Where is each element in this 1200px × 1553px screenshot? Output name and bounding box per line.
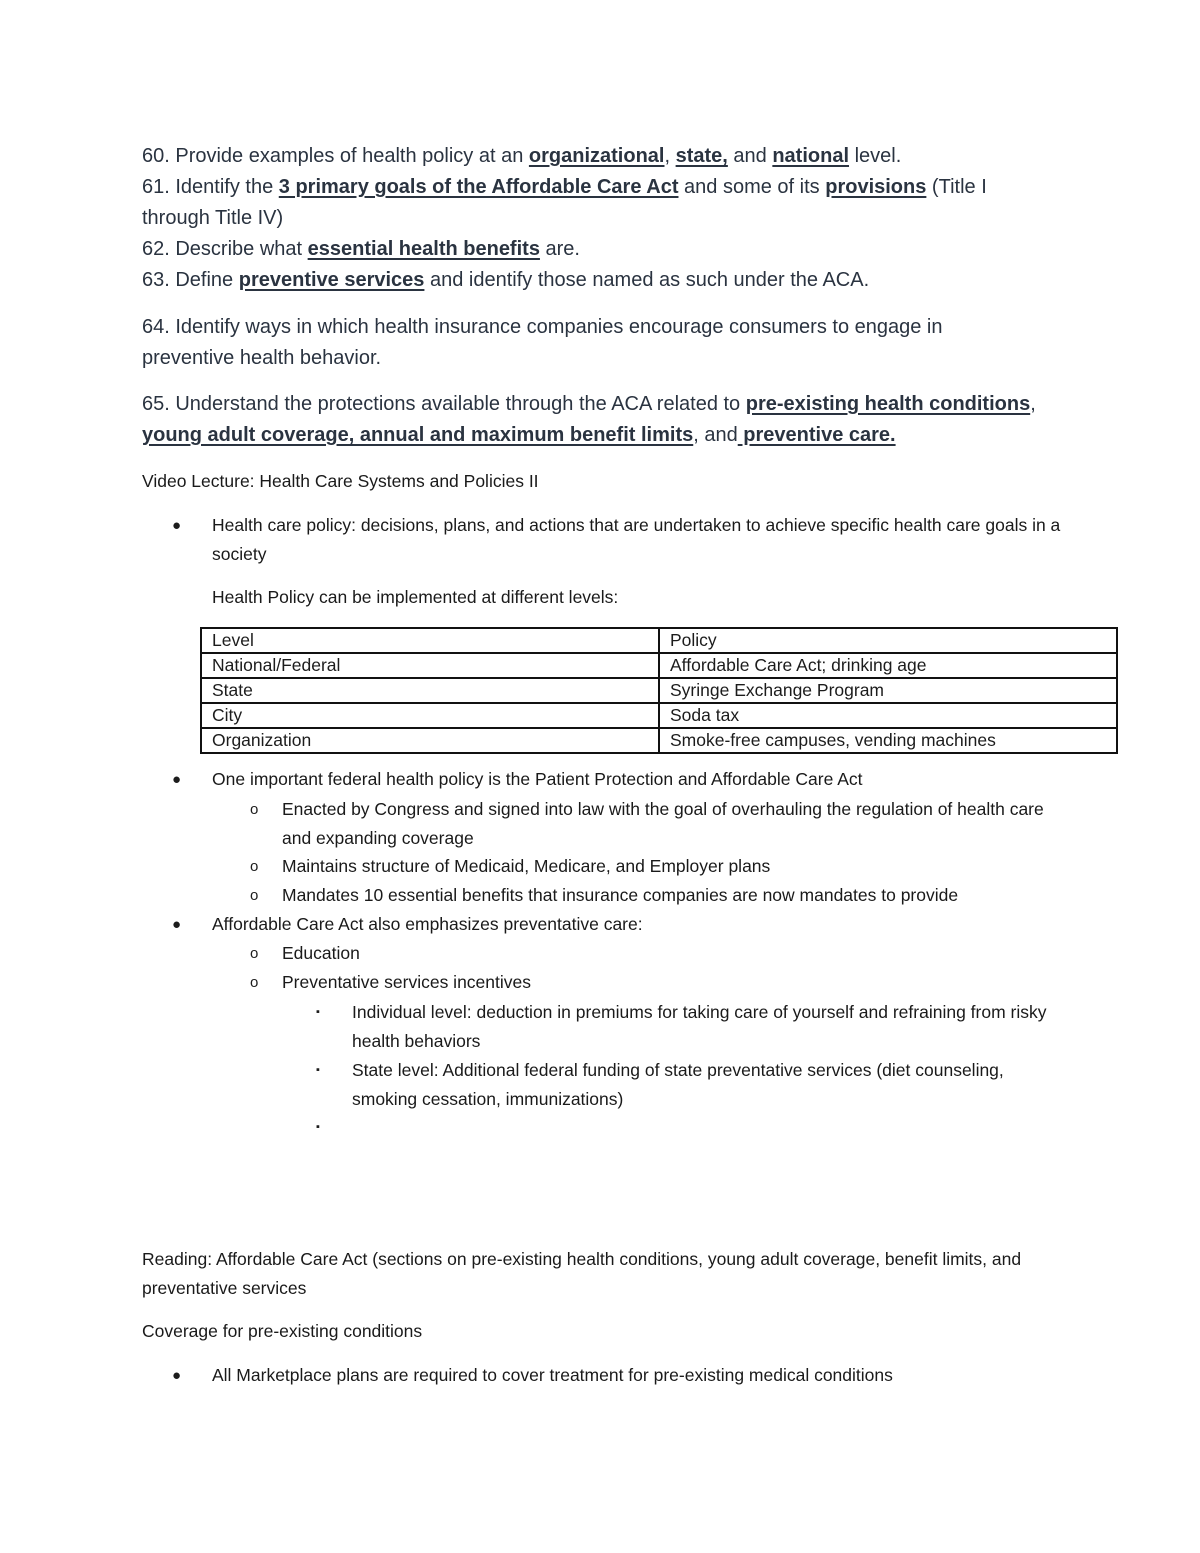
bullet-icon: ● bbox=[172, 916, 182, 933]
sub-bullet-education: Education bbox=[282, 943, 360, 963]
question-64: 64. Identify ways in which health insurance companies encourage consumers to engage in preventive health behavior. bbox=[142, 316, 943, 369]
circle-bullet-icon: o bbox=[250, 945, 259, 962]
table-header-row bbox=[201, 628, 1117, 653]
table-row bbox=[201, 653, 1117, 678]
link-state: state, bbox=[675, 145, 728, 167]
link-young-adult-coverage: young adult coverage, annual and maximum benefit limits bbox=[142, 424, 694, 446]
subsub-bullet-state: State level: Additional federal funding of state preventative services (diet counseling, smoking cessation, immunizations) bbox=[352, 1060, 1004, 1109]
square-bullet-icon: ▪ bbox=[316, 1064, 320, 1076]
circle-bullet-icon: o bbox=[250, 887, 259, 904]
table-cell-policy: Syringe Exchange Program bbox=[659, 678, 1117, 703]
link-preventive-care: preventive care. bbox=[737, 424, 896, 446]
table-cell-policy: Affordable Care Act; drinking age bbox=[659, 653, 1117, 678]
sub-bullet-mandates: Mandates 10 essential benefits that insurance companies are now mandates to provide bbox=[282, 885, 959, 905]
bullet-preventative-care: Affordable Care Act also emphasizes preventative care: bbox=[212, 914, 643, 934]
policy-levels-table bbox=[200, 627, 1118, 754]
sub-bullet-incentives: Preventative services incentives bbox=[282, 972, 531, 992]
question-65: 65. Understand the protections available through the ACA related to pre-existing health conditions, young adult coverage, annual and maximum benefit limits, and preventive care. bbox=[142, 393, 1036, 446]
sub-bullet-maintains: Maintains structure of Medicaid, Medicare, and Employer plans bbox=[282, 856, 771, 876]
table-header-policy: Policy bbox=[659, 628, 1117, 653]
link-essential-health-benefits: essential health benefits bbox=[307, 238, 540, 260]
subsub-bullet-individual: Individual level: deduction in premiums for taking care of yourself and refraining from risky health behaviors bbox=[352, 1002, 1047, 1051]
link-aca-goals: 3 primary goals of the Affordable Care Act bbox=[278, 176, 679, 198]
link-preventive-services: preventive services bbox=[238, 269, 425, 291]
table-cell-level: City bbox=[201, 703, 659, 728]
circle-bullet-icon: o bbox=[250, 858, 259, 875]
sub-bullet-enacted: Enacted by Congress and signed into law with the goal of overhauling the regulation of health care and expanding coverage bbox=[282, 799, 1044, 848]
question-60: 60. Provide examples of health policy at an organizational, state, and national level. bbox=[142, 145, 902, 167]
bullet-icon: ● bbox=[172, 517, 182, 534]
bullet-marketplace-plans: All Marketplace plans are required to cover treatment for pre-existing medical conditions bbox=[212, 1365, 893, 1385]
question-61: 61. Identify the 3 primary goals of the Affordable Care Act and some of its provisions (Title I through Title IV) bbox=[142, 176, 987, 229]
square-bullet-icon: ▪ bbox=[316, 1006, 320, 1018]
bullet-icon: ● bbox=[172, 771, 182, 788]
bullet-federal-policy: One important federal health policy is the Patient Protection and Affordable Care Act bbox=[212, 769, 863, 789]
circle-bullet-icon: o bbox=[250, 974, 259, 991]
table-cell-level: State bbox=[201, 678, 659, 703]
table-cell-level: National/Federal bbox=[201, 653, 659, 678]
link-organizational: organizational bbox=[528, 145, 665, 167]
table-header-level: Level bbox=[201, 628, 659, 653]
question-63: 63. Define preventive services and identify those named as such under the ACA. bbox=[142, 269, 870, 291]
circle-bullet-icon: o bbox=[250, 801, 259, 818]
question-62: 62. Describe what essential health benefits are. bbox=[142, 238, 580, 260]
video-lecture-heading: Video Lecture: Health Care Systems and Policies II bbox=[142, 471, 539, 491]
link-national: national bbox=[772, 145, 850, 167]
table-cell-policy: Smoke-free campuses, vending machines bbox=[659, 728, 1117, 753]
levels-intro: Health Policy can be implemented at different levels: bbox=[212, 587, 619, 607]
link-provisions: provisions bbox=[825, 176, 927, 198]
link-pre-existing: pre-existing health conditions bbox=[745, 393, 1031, 415]
table-cell-level: Organization bbox=[201, 728, 659, 753]
bullet-health-care-policy: Health care policy: decisions, plans, and actions that are undertaken to achieve specific health care goals in a society bbox=[212, 515, 1061, 564]
table-row bbox=[201, 728, 1117, 753]
square-bullet-icon: ▪ bbox=[316, 1121, 320, 1133]
table-cell-policy: Soda tax bbox=[659, 703, 1117, 728]
reading-heading: Reading: Affordable Care Act (sections on pre-existing health conditions, young adult coverage, benefit limits, and preventative services bbox=[142, 1249, 1022, 1298]
bullet-icon: ● bbox=[172, 1367, 182, 1384]
reading-subheading: Coverage for pre-existing conditions bbox=[142, 1321, 423, 1341]
table-row bbox=[201, 678, 1117, 703]
table-row bbox=[201, 703, 1117, 728]
